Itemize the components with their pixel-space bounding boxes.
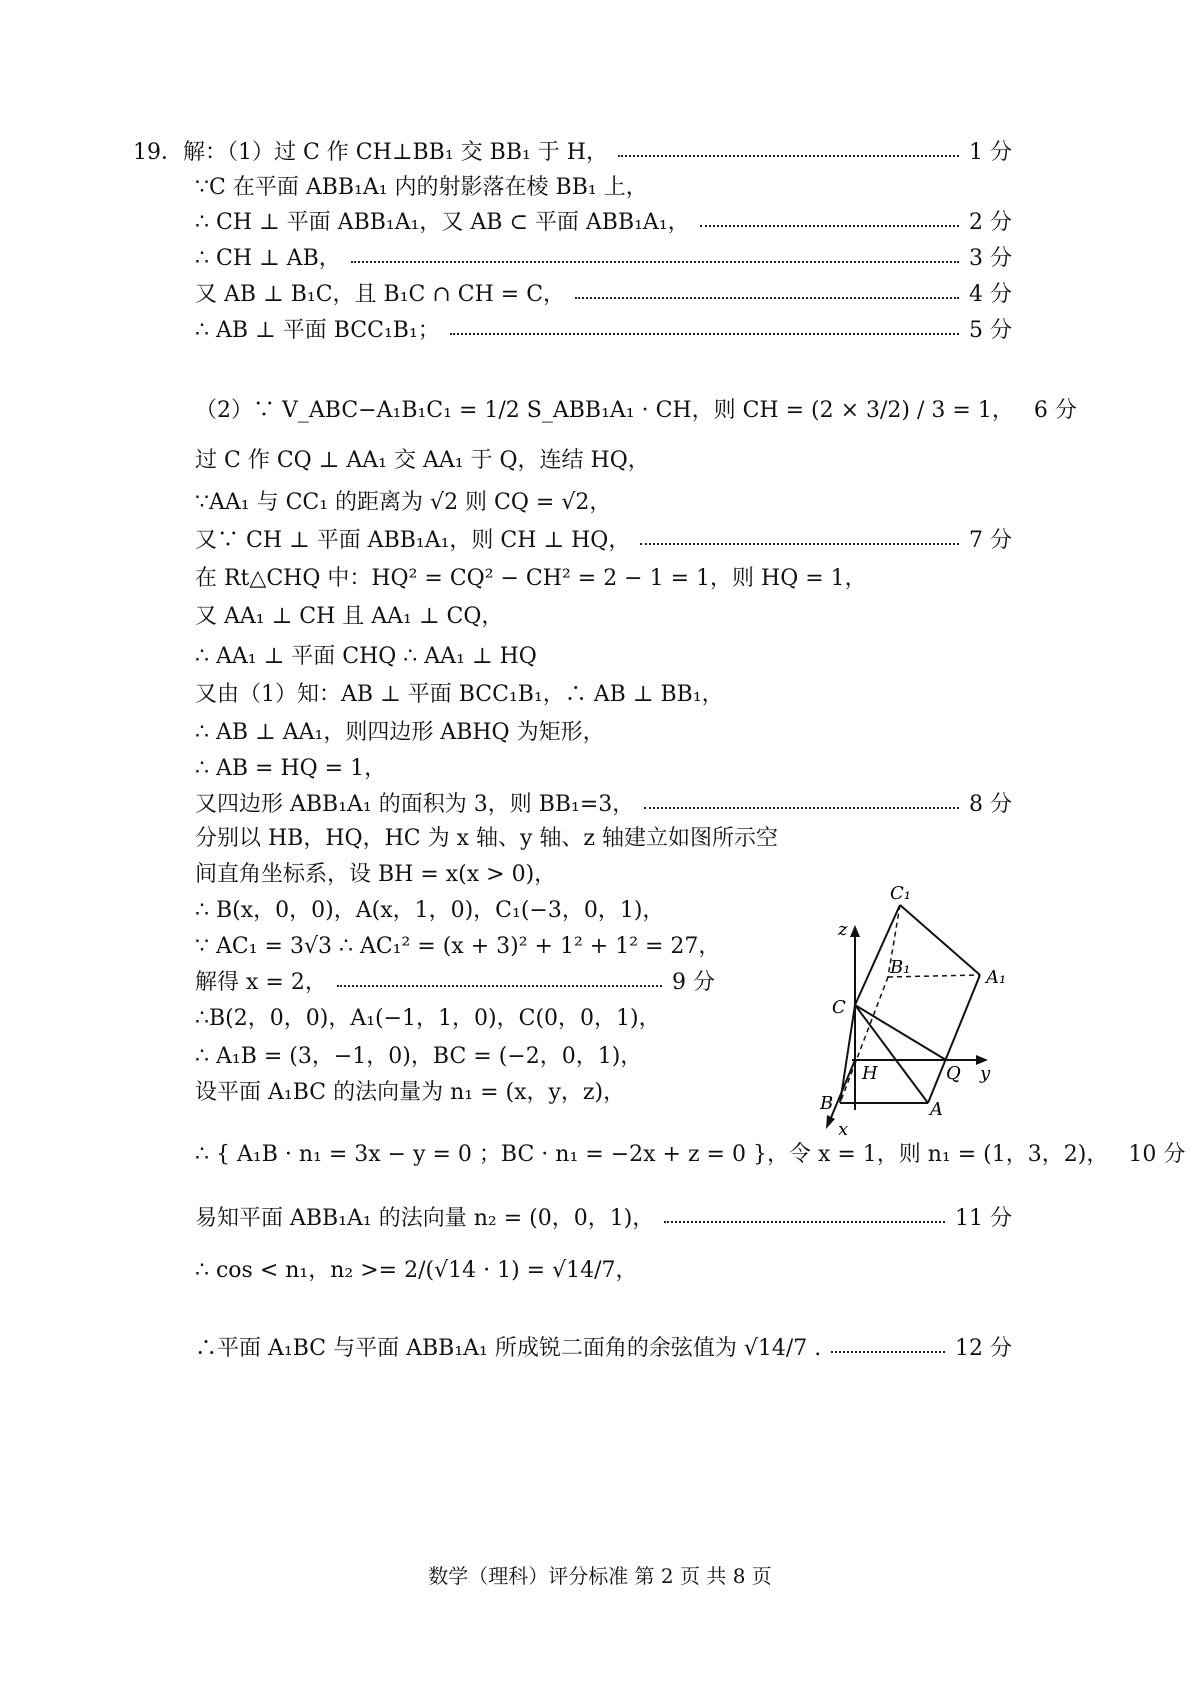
solution-line bbox=[195, 710, 1012, 750]
solution-line-text: 19．解：（1）过 C 作 CH⊥BB₁ 交 BB₁ 于 H， bbox=[133, 139, 608, 165]
solution-line-text: 又由（1）知：AB ⊥ 平面 BCC₁B₁，∴ AB ⊥ BB₁， bbox=[195, 681, 724, 707]
solution-line-text: ∴ A₁B = (3，−1，0)，BC = (−2，0，1)， bbox=[195, 1043, 643, 1069]
solution-line bbox=[195, 672, 1012, 712]
solution-line bbox=[133, 130, 1012, 170]
label-a1: A₁ bbox=[986, 967, 1007, 988]
dot-leader bbox=[644, 805, 959, 809]
solution-line-text: ∵AA₁ 与 CC₁ 的距离为 √2 则 CQ = √2， bbox=[195, 489, 612, 515]
solution-line-text: ∴ cos < n₁，n₂ >= 2/(√14 · 1) = √14/7， bbox=[195, 1257, 638, 1283]
score-label: 7 分 bbox=[969, 527, 1012, 553]
label-b1: B₁ bbox=[890, 957, 911, 978]
solution-line-text: 间直角坐标系，设 BH = x(x > 0)， bbox=[195, 861, 557, 887]
dot-leader bbox=[450, 331, 959, 335]
solution-line bbox=[195, 438, 1012, 478]
score-label: 4 分 bbox=[969, 281, 1012, 307]
label-z: z bbox=[838, 919, 848, 940]
solution-line-text: ∴ AB = HQ = 1， bbox=[195, 755, 387, 781]
solution-line-text: ∴B(2，0，0)，A₁(−1，1，0)，C(0，0，1)， bbox=[195, 1005, 661, 1031]
solution-line bbox=[195, 960, 715, 1000]
solution-line-text: ∴平面 A₁BC 与平面 ABB₁A₁ 所成锐二面角的余弦值为 √14/7 . bbox=[195, 1335, 822, 1361]
label-b: B bbox=[820, 1093, 834, 1114]
solution-line-text: 又 AB ⊥ B₁C，且 B₁C ∩ CH = C， bbox=[195, 281, 566, 307]
solution-line-text: ∵C 在平面 ABB₁A₁ 内的射影落在棱 BB₁ 上， bbox=[195, 174, 648, 200]
dot-leader bbox=[337, 983, 662, 987]
score-label: 11 分 bbox=[955, 1205, 1012, 1231]
solution-line bbox=[195, 816, 1012, 856]
solution-line-text: ∴ { A₁B · n₁ = 3x − y = 0 ；BC · n₁ = −2x + z = 0 }，令 x = 1，则 n₁ = (1，3，2)， bbox=[195, 1141, 1109, 1167]
label-c: C bbox=[832, 997, 846, 1018]
solution-line bbox=[195, 236, 1012, 276]
edge-c1a1 bbox=[900, 905, 980, 975]
edge-cc1 bbox=[855, 905, 900, 1005]
solution-line bbox=[195, 1132, 1186, 1172]
dot-leader bbox=[640, 541, 959, 545]
coordinate-figure bbox=[820, 883, 1030, 1140]
solution-line-text: （2）∵ V_ABC−A₁B₁C₁ = 1/2 S_ABB₁A₁ · CH，则 CH = (2 × 3/2) / 3 = 1， bbox=[195, 397, 1014, 423]
solution-line-text: ∴ B(x，0，0)，A(x，1，0)，C₁(−3，0，1)， bbox=[195, 897, 665, 923]
solution-line bbox=[195, 165, 1012, 205]
solution-line-text: 又四边形 ABB₁A₁ 的面积为 3，则 BB₁=3， bbox=[195, 791, 635, 817]
label-x: x bbox=[838, 1119, 849, 1140]
score-label: 6 分 bbox=[1033, 397, 1077, 423]
label-h: H bbox=[862, 1063, 878, 1084]
solution-line bbox=[195, 200, 1012, 240]
edge-ca bbox=[855, 1005, 928, 1103]
solution-line bbox=[195, 746, 1012, 786]
solution-line bbox=[195, 480, 1012, 520]
solution-line-text: 又∵ CH ⊥ 平面 ABB₁A₁，则 CH ⊥ HQ， bbox=[195, 527, 631, 553]
solution-line-text: ∴ CH ⊥ 平面 ABB₁A₁，又 AB ⊂ 平面 ABB₁A₁， bbox=[195, 209, 690, 235]
solution-line bbox=[195, 388, 1077, 428]
edge-cb bbox=[840, 1005, 855, 1103]
x-axis-arrow bbox=[826, 1115, 835, 1129]
edge-cq bbox=[855, 1005, 946, 1060]
solution-line-text: 在 Rt△CHQ 中：HQ² = CQ² − CH² = 2 − 1 = 1，则 HQ = 1， bbox=[195, 565, 867, 591]
label-q: Q bbox=[946, 1063, 961, 1084]
solution-line-text: 设平面 A₁BC 的法向量为 n₁ = (x，y，z)， bbox=[195, 1079, 626, 1105]
dot-leader bbox=[618, 153, 959, 157]
solution-line-text: 又 AA₁ ⊥ CH 且 AA₁ ⊥ CQ， bbox=[195, 603, 504, 629]
score-label: 5 分 bbox=[969, 317, 1012, 343]
solution-line bbox=[195, 1196, 1012, 1236]
score-label: 9 分 bbox=[672, 969, 715, 995]
solution-line bbox=[195, 594, 1012, 634]
score-label: 12 分 bbox=[955, 1335, 1012, 1361]
solution-line bbox=[195, 518, 1012, 558]
score-label: 10 分 bbox=[1128, 1141, 1186, 1167]
label-a: A bbox=[930, 1099, 943, 1120]
score-label: 1 分 bbox=[969, 139, 1012, 165]
solution-line bbox=[195, 272, 1012, 312]
label-c1: C₁ bbox=[890, 883, 911, 904]
dot-leader bbox=[575, 295, 959, 299]
score-label: 8 分 bbox=[969, 791, 1012, 817]
solution-line-text: ∴ AB ⊥ 平面 BCC₁B₁； bbox=[195, 317, 440, 343]
z-axis-arrow bbox=[850, 925, 860, 937]
page-footer: 数学（理科）评分标准 第 2 页 共 8 页 bbox=[428, 1564, 772, 1588]
label-y: y bbox=[980, 1063, 991, 1084]
solution-line-text: 过 C 作 CQ ⊥ AA₁ 交 AA₁ 于 Q，连结 HQ， bbox=[195, 447, 650, 473]
score-label: 3 分 bbox=[969, 245, 1012, 271]
solution-line-text: ∵ AC₁ = 3√3 ∴ AC₁² = (x + 3)² + 1² + 1² = 27， bbox=[195, 933, 721, 959]
solution-line-text: 分别以 HB，HQ，HC 为 x 轴、y 轴、z 轴建立如图所示空 bbox=[195, 825, 778, 851]
solution-line-text: 易知平面 ABB₁A₁ 的法向量 n₂ = (0，0，1)， bbox=[195, 1205, 655, 1231]
solution-line-text: ∴ AA₁ ⊥ 平面 CHQ ∴ AA₁ ⊥ HQ bbox=[195, 643, 537, 669]
dot-leader bbox=[700, 223, 959, 227]
solution-line-text: 解得 x = 2， bbox=[195, 969, 327, 995]
dot-leader bbox=[664, 1219, 945, 1223]
solution-line-text: ∴ AB ⊥ AA₁，则四边形 ABHQ 为矩形， bbox=[195, 719, 605, 745]
solution-line bbox=[195, 556, 1012, 596]
solution-line bbox=[195, 1326, 1012, 1366]
solution-line bbox=[195, 634, 1012, 674]
solution-line bbox=[195, 1248, 1012, 1288]
dot-leader bbox=[351, 259, 959, 263]
solution-line bbox=[195, 308, 1012, 348]
solution-line-text: ∴ CH ⊥ AB， bbox=[195, 245, 341, 271]
dot-leader bbox=[831, 1349, 945, 1353]
score-label: 2 分 bbox=[969, 209, 1012, 235]
